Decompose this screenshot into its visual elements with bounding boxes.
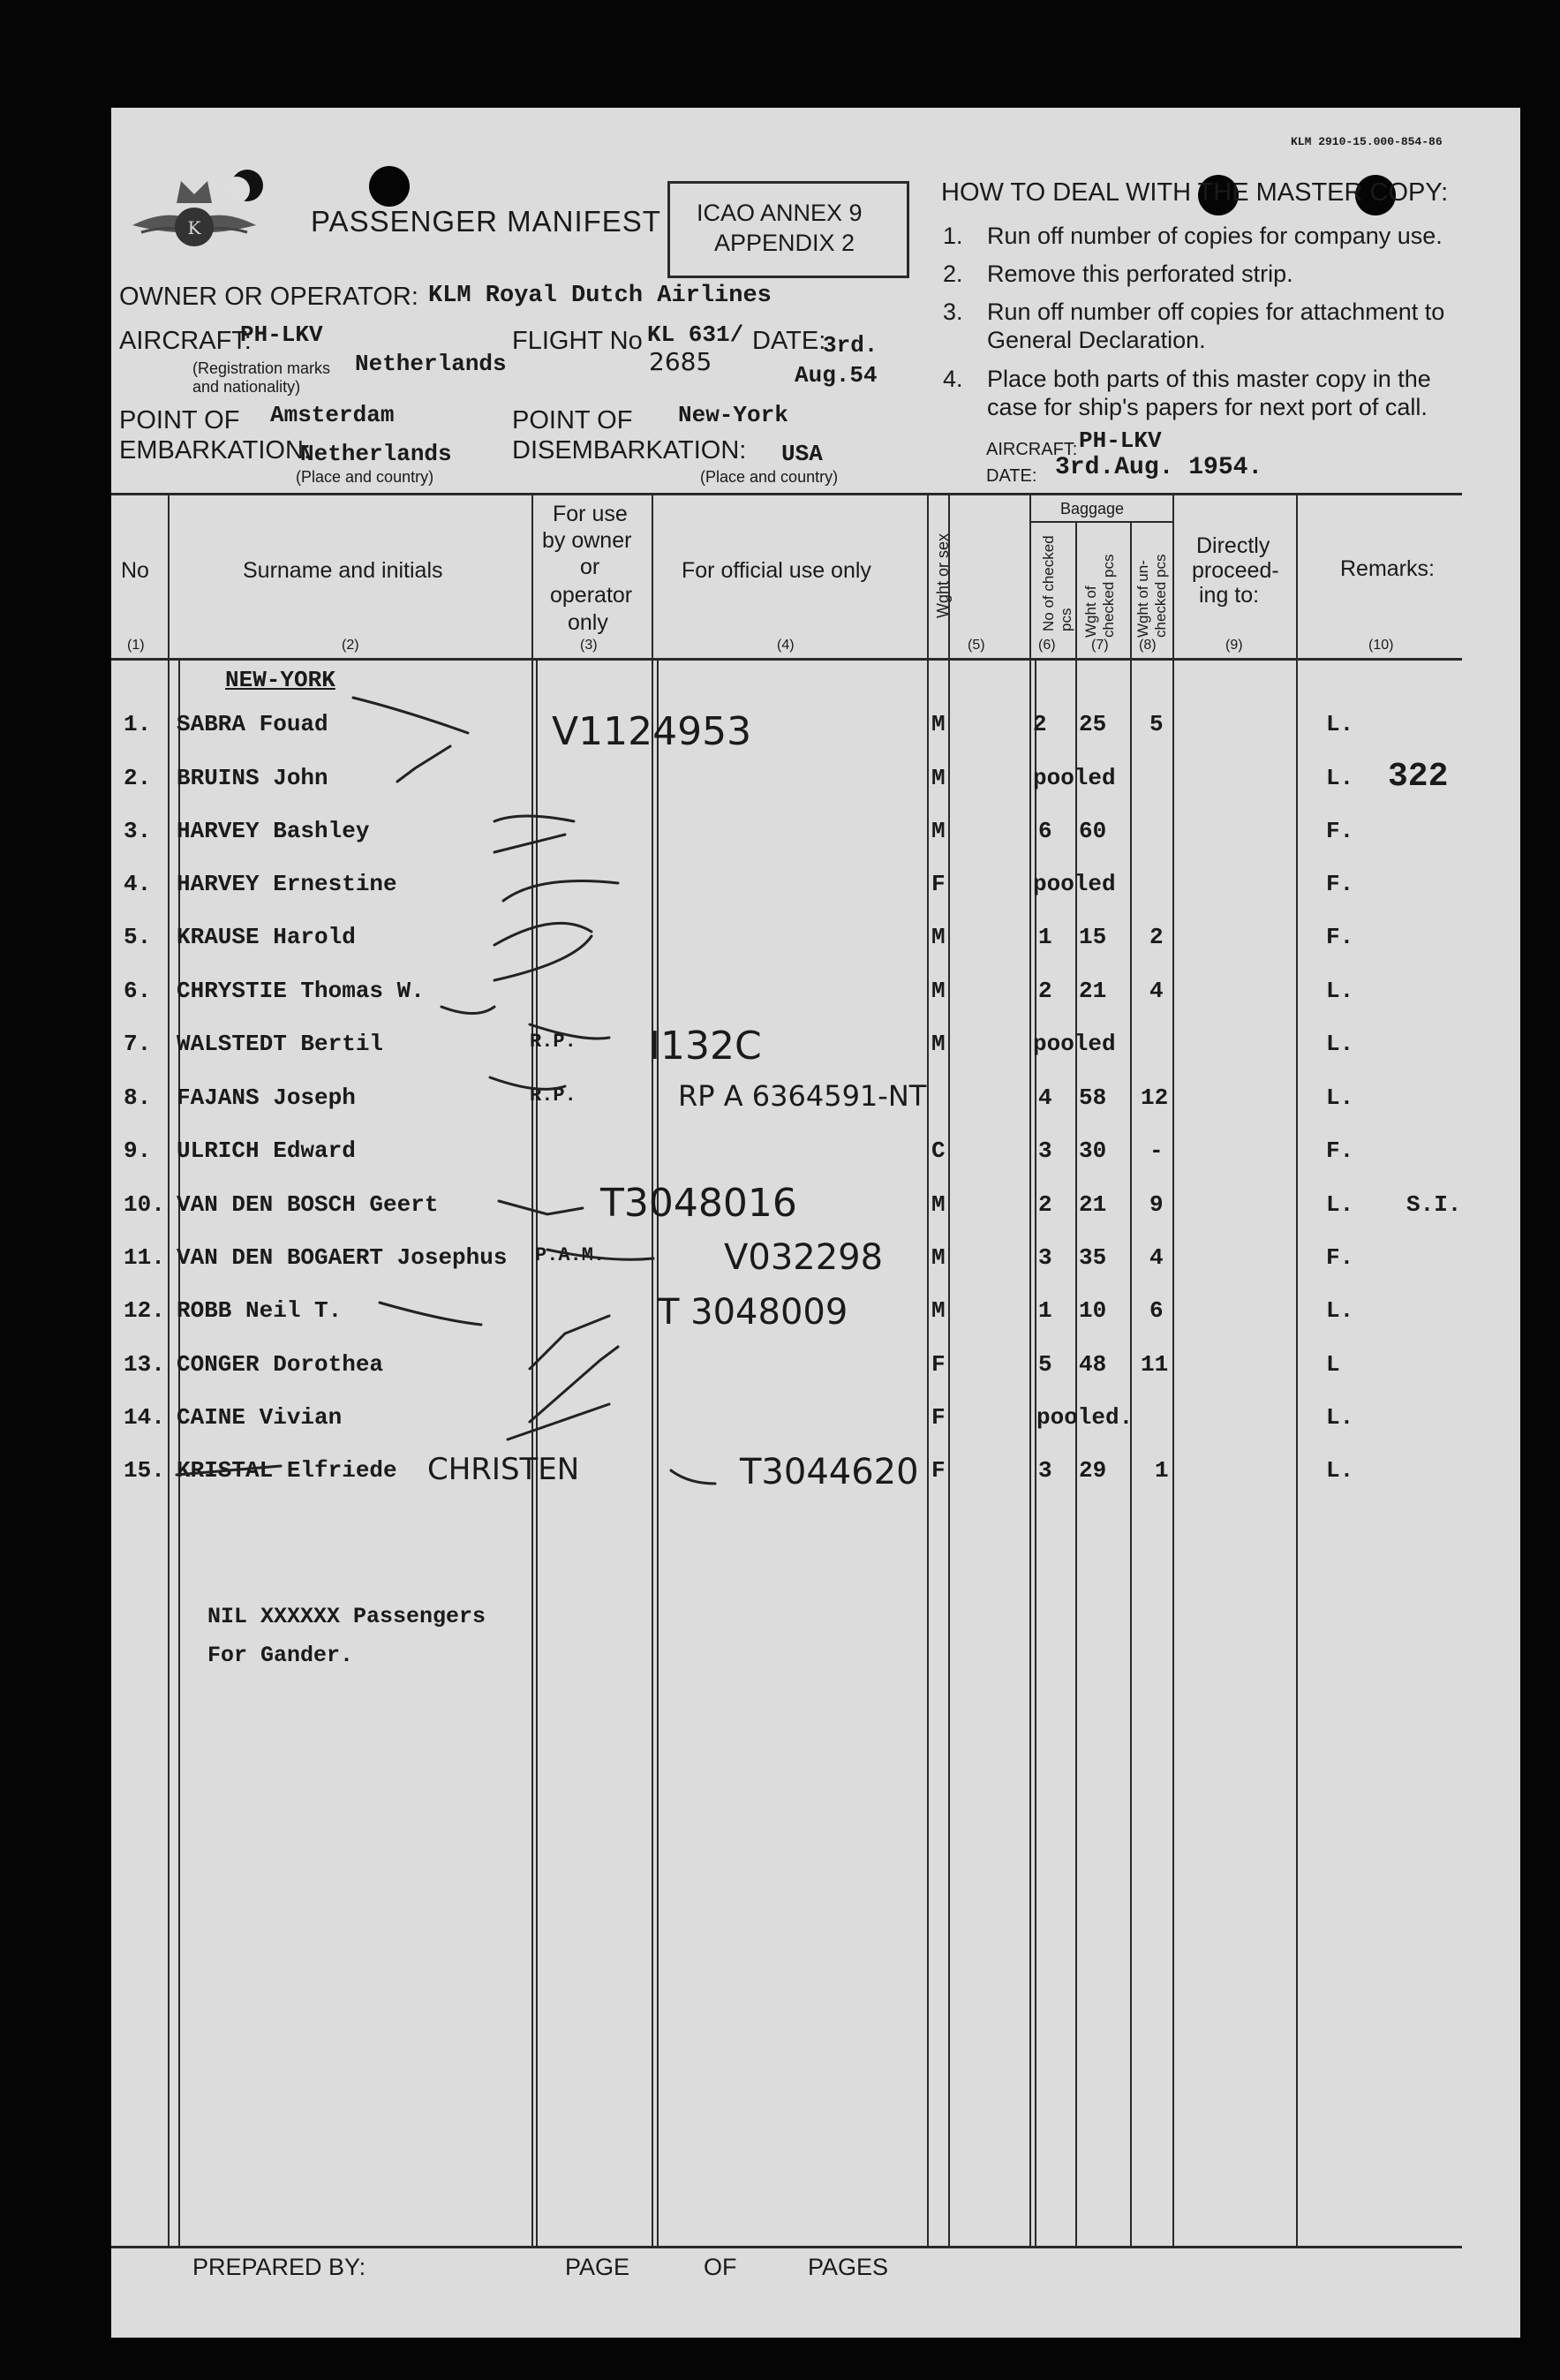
instruction-4-text: Place both parts of this master copy in the bbox=[987, 366, 1431, 392]
passport-number: I132C bbox=[649, 1024, 762, 1069]
instruction-1-text: Run off number of copies for company use. bbox=[987, 223, 1443, 249]
row-number: 10. bbox=[124, 1191, 165, 1218]
col-num: (2) bbox=[342, 638, 359, 653]
checked-weight: 21 bbox=[1079, 978, 1107, 1004]
remark: F. bbox=[1326, 818, 1354, 844]
remark: L. bbox=[1326, 1084, 1354, 1111]
instruction-3-text: Run off number off copies for attachment to bbox=[987, 298, 1445, 325]
passenger-name: VAN DEN BOSCH Geert bbox=[177, 1191, 439, 1218]
checked-pieces: 3 bbox=[1038, 1457, 1052, 1484]
aircraft-label: AIRCRAFT: bbox=[119, 327, 252, 355]
col-num: (1) bbox=[127, 638, 145, 653]
passport-number: RP A 6364591-NT bbox=[678, 1079, 927, 1113]
checked-pieces: pooled bbox=[1033, 765, 1116, 791]
pages-label: PAGES bbox=[808, 2254, 889, 2280]
date-label: DATE: bbox=[752, 327, 826, 355]
col-header-directly-1: Directly bbox=[1196, 533, 1270, 558]
passport-number: T3048016 bbox=[600, 1181, 797, 1226]
row-number: 3. bbox=[124, 818, 152, 844]
flight-value: KL 631/ bbox=[647, 321, 744, 348]
checked-weight: 35 bbox=[1079, 1244, 1107, 1271]
section-heading: NEW-YORK bbox=[225, 667, 335, 693]
remark: L. bbox=[1326, 1297, 1354, 1324]
aircraft-note-2: and nationality) bbox=[192, 378, 301, 396]
col-header-owner-4: operator bbox=[550, 583, 633, 608]
row-number: 9. bbox=[124, 1137, 152, 1164]
checked-pieces: pooled bbox=[1033, 1031, 1116, 1057]
passenger-name: KRISTAL Elfriede bbox=[177, 1457, 397, 1484]
unchecked-weight: 9 bbox=[1149, 1191, 1164, 1218]
disembarkation-country: USA bbox=[781, 441, 823, 467]
instruction-3-number: 3. bbox=[943, 298, 963, 325]
unchecked-weight: 5 bbox=[1149, 711, 1164, 737]
remark: F. bbox=[1326, 924, 1354, 950]
col-header-remarks: Remarks: bbox=[1340, 556, 1435, 581]
col-header-directly-2: proceed- bbox=[1192, 558, 1279, 583]
page-number: 322 bbox=[1388, 758, 1449, 796]
col-header-baggage: Baggage bbox=[1060, 500, 1125, 518]
row-number: 7. bbox=[124, 1031, 152, 1057]
passenger-name: SABRA Fouad bbox=[177, 711, 328, 737]
manifest-title: PASSENGER MANIFEST bbox=[311, 205, 661, 238]
passenger-sex: C bbox=[931, 1137, 946, 1164]
passport-number: T3044620 bbox=[740, 1452, 919, 1492]
strip-aircraft-value: PH-LKV bbox=[1079, 427, 1162, 454]
disembarkation-label: POINT OF bbox=[512, 406, 633, 434]
remark: F. bbox=[1326, 871, 1354, 897]
embarkation-label: POINT OF bbox=[119, 406, 240, 434]
svg-text:K: K bbox=[187, 217, 201, 238]
passenger-name: CAINE Vivian bbox=[177, 1404, 343, 1431]
passenger-name: BRUINS John bbox=[177, 765, 328, 791]
instruction-2-number: 2. bbox=[943, 261, 963, 287]
passenger-name: CHRYSTIE Thomas W. bbox=[177, 978, 425, 1004]
passenger-name: FAJANS Joseph bbox=[177, 1084, 356, 1111]
col-header-official: For official use only bbox=[682, 558, 871, 583]
passenger-sex: F bbox=[931, 1351, 946, 1378]
col-num: (4) bbox=[777, 638, 795, 653]
disembarkation-note: (Place and country) bbox=[700, 468, 839, 486]
passenger-sex: F bbox=[931, 871, 946, 897]
col-num: (10) bbox=[1368, 638, 1394, 653]
passport-number: V032298 bbox=[724, 1237, 884, 1278]
page-label: PAGE bbox=[565, 2254, 630, 2280]
instruction-3-text-2: General Declaration. bbox=[987, 327, 1206, 353]
checked-weight: 15 bbox=[1079, 924, 1107, 950]
unchecked-weight: 2 bbox=[1149, 924, 1164, 950]
instruction-1-number: 1. bbox=[943, 223, 963, 249]
checked-pieces: 3 bbox=[1038, 1137, 1052, 1164]
passenger-sex: F bbox=[931, 1457, 946, 1484]
unchecked-weight: 1 bbox=[1155, 1457, 1169, 1484]
embarkation-city: Amsterdam bbox=[270, 402, 395, 428]
col-header-checked-pcs: No of checked pcs bbox=[1040, 535, 1074, 631]
checked-pieces: 3 bbox=[1038, 1244, 1052, 1271]
passenger-owner-note: P.A.M. bbox=[535, 1244, 606, 1266]
checked-weight: 60 bbox=[1079, 818, 1107, 844]
checked-pieces: 1 bbox=[1038, 924, 1052, 950]
checked-weight: 48 bbox=[1079, 1351, 1107, 1378]
unchecked-weight: 4 bbox=[1149, 1244, 1164, 1271]
passenger-sex: M bbox=[931, 818, 946, 844]
row-number: 8. bbox=[124, 1084, 152, 1111]
passenger-sex: M bbox=[931, 1244, 946, 1271]
checked-pieces: 5 bbox=[1038, 1351, 1052, 1378]
passenger-name: WALSTEDT Bertil bbox=[177, 1031, 384, 1057]
passport-number: V1124953 bbox=[552, 709, 752, 754]
disembarkation-label-2: DISEMBARKATION: bbox=[512, 436, 747, 465]
passport-number: T 3048009 bbox=[658, 1292, 848, 1333]
col-header-owner-3: or bbox=[580, 555, 600, 579]
checked-weight: 58 bbox=[1079, 1084, 1107, 1111]
checked-pieces: 4 bbox=[1038, 1084, 1052, 1111]
flight-label: FLIGHT No bbox=[512, 327, 643, 355]
remark: L. bbox=[1326, 765, 1354, 791]
checked-pieces: pooled. bbox=[1036, 1404, 1134, 1431]
instruction-4-number: 4. bbox=[943, 366, 963, 392]
passenger-name: KRAUSE Harold bbox=[177, 924, 356, 950]
passenger-owner-note: R.P. bbox=[530, 1031, 577, 1053]
aircraft-value: PH-LKV bbox=[240, 321, 323, 348]
col-num: (8) bbox=[1139, 638, 1157, 653]
row-number: 6. bbox=[124, 978, 152, 1004]
strip-date-label: DATE: bbox=[986, 466, 1037, 486]
unchecked-weight: 11 bbox=[1141, 1351, 1169, 1378]
owner-label: OWNER OR OPERATOR: bbox=[119, 283, 418, 311]
passenger-sex: M bbox=[931, 1031, 946, 1057]
form-code: KLM 2910-15.000-854-86 bbox=[1291, 135, 1443, 148]
col-header-owner-2: by owner bbox=[542, 528, 632, 553]
remark-extra: S.I. bbox=[1406, 1191, 1462, 1218]
passenger-sex: F bbox=[931, 1404, 946, 1431]
unchecked-weight: 12 bbox=[1141, 1084, 1169, 1111]
flight-value-2: 2685 bbox=[649, 347, 712, 376]
strip-date-value: 3rd.Aug. 1954. bbox=[1055, 454, 1263, 481]
embarkation-note: (Place and country) bbox=[296, 468, 434, 486]
passenger-name: ULRICH Edward bbox=[177, 1137, 356, 1164]
row-number: 15. bbox=[124, 1457, 165, 1484]
remark: L. bbox=[1326, 1031, 1354, 1057]
checked-weight: 21 bbox=[1079, 1191, 1107, 1218]
nil-passengers-note: NIL XXXXXX Passengers bbox=[207, 1604, 486, 1629]
checked-weight: 25 bbox=[1079, 711, 1107, 737]
passenger-name: CONGER Dorothea bbox=[177, 1351, 384, 1378]
passenger-sex: M bbox=[931, 711, 946, 737]
aircraft-nationality: Netherlands bbox=[355, 351, 507, 377]
col-header-owner-5: only bbox=[568, 610, 608, 635]
remark: F. bbox=[1326, 1137, 1354, 1164]
passenger-sex: M bbox=[931, 765, 946, 791]
date-value-2: Aug.54 bbox=[795, 362, 878, 389]
row-number: 2. bbox=[124, 765, 152, 791]
icao-appendix: APPENDIX 2 bbox=[714, 230, 855, 256]
remark: F. bbox=[1326, 1244, 1354, 1271]
row-number: 13. bbox=[124, 1351, 165, 1378]
col-header-checked-wght: Wght of checked pcs bbox=[1082, 554, 1117, 638]
col-header-surname: Surname and initials bbox=[243, 558, 443, 583]
checked-pieces: pooled bbox=[1033, 871, 1116, 897]
col-header-directly-3: ing to: bbox=[1199, 583, 1260, 608]
checked-weight: 29 bbox=[1079, 1457, 1107, 1484]
col-header-owner-1: For use bbox=[553, 502, 628, 526]
owner-value: KLM Royal Dutch Airlines bbox=[428, 283, 772, 309]
date-value: 3rd. bbox=[823, 332, 878, 359]
checked-pieces: 6 bbox=[1038, 818, 1052, 844]
col-num: (9) bbox=[1225, 638, 1243, 653]
icao-annex: ICAO ANNEX 9 bbox=[697, 200, 863, 226]
passenger-name: VAN DEN BOGAERT Josephus bbox=[177, 1244, 508, 1271]
row-number: 5. bbox=[124, 924, 152, 950]
col-header-no: No bbox=[121, 558, 149, 583]
passenger-sex: M bbox=[931, 924, 946, 950]
aircraft-note: (Registration marks bbox=[192, 359, 331, 377]
embarkation-country: Netherlands bbox=[300, 441, 452, 467]
of-label: OF bbox=[704, 2254, 737, 2280]
col-num: (3) bbox=[580, 638, 598, 653]
passenger-sex: M bbox=[931, 1297, 946, 1324]
passenger-owner-note: R.P. bbox=[530, 1084, 577, 1107]
checked-pieces: 2 bbox=[1038, 1191, 1052, 1218]
embarkation-label-2: EMBARKATION: bbox=[119, 436, 311, 465]
passenger-name: HARVEY Bashley bbox=[177, 818, 370, 844]
gander-note: For Gander. bbox=[207, 1643, 354, 1668]
passenger-sex: M bbox=[931, 1191, 946, 1218]
remark: L. bbox=[1326, 1191, 1354, 1218]
row-number: 14. bbox=[124, 1404, 165, 1431]
unchecked-weight: - bbox=[1149, 1137, 1164, 1164]
row-number: 11. bbox=[124, 1244, 165, 1271]
unchecked-weight: 4 bbox=[1149, 978, 1164, 1004]
col-header-unchecked-wght: Wght of un-checked pcs bbox=[1134, 554, 1169, 638]
remark: L. bbox=[1326, 711, 1354, 737]
checked-pieces: 1 bbox=[1038, 1297, 1052, 1324]
checked-weight: 30 bbox=[1079, 1137, 1107, 1164]
row-number: 12. bbox=[124, 1297, 165, 1324]
instruction-4-text-2: case for ship's papers for next port of call. bbox=[987, 394, 1428, 420]
col-num: (7) bbox=[1091, 638, 1109, 653]
passenger-name: HARVEY Ernestine bbox=[177, 871, 397, 897]
row-number: 1. bbox=[124, 711, 152, 737]
remark: L. bbox=[1326, 978, 1354, 1004]
passenger-name: ROBB Neil T. bbox=[177, 1297, 343, 1324]
remark: L. bbox=[1326, 1404, 1354, 1431]
remark: L. bbox=[1326, 1457, 1354, 1484]
passenger-owner-note: CHRISTEN bbox=[427, 1452, 580, 1487]
col-num: (6) bbox=[1038, 638, 1056, 653]
strip-aircraft-label: AIRCRAFT: bbox=[986, 440, 1078, 459]
checked-weight: 10 bbox=[1079, 1297, 1107, 1324]
row-number: 4. bbox=[124, 871, 152, 897]
unchecked-weight: 6 bbox=[1149, 1297, 1164, 1324]
checked-pieces: 2 bbox=[1038, 978, 1052, 1004]
disembarkation-city: New-York bbox=[678, 402, 788, 428]
checked-pieces: 2 bbox=[1033, 711, 1047, 737]
instructions-heading: HOW TO DEAL WITH THE MASTER COPY: bbox=[941, 178, 1449, 207]
col-num: (5) bbox=[968, 638, 985, 653]
remark: L bbox=[1326, 1351, 1340, 1378]
instruction-2-text: Remove this perforated strip. bbox=[987, 261, 1293, 287]
prepared-by-label: PREPARED BY: bbox=[192, 2254, 366, 2280]
col-header-wght-sex: Wght or sex bbox=[934, 533, 952, 618]
passenger-sex: M bbox=[931, 978, 946, 1004]
